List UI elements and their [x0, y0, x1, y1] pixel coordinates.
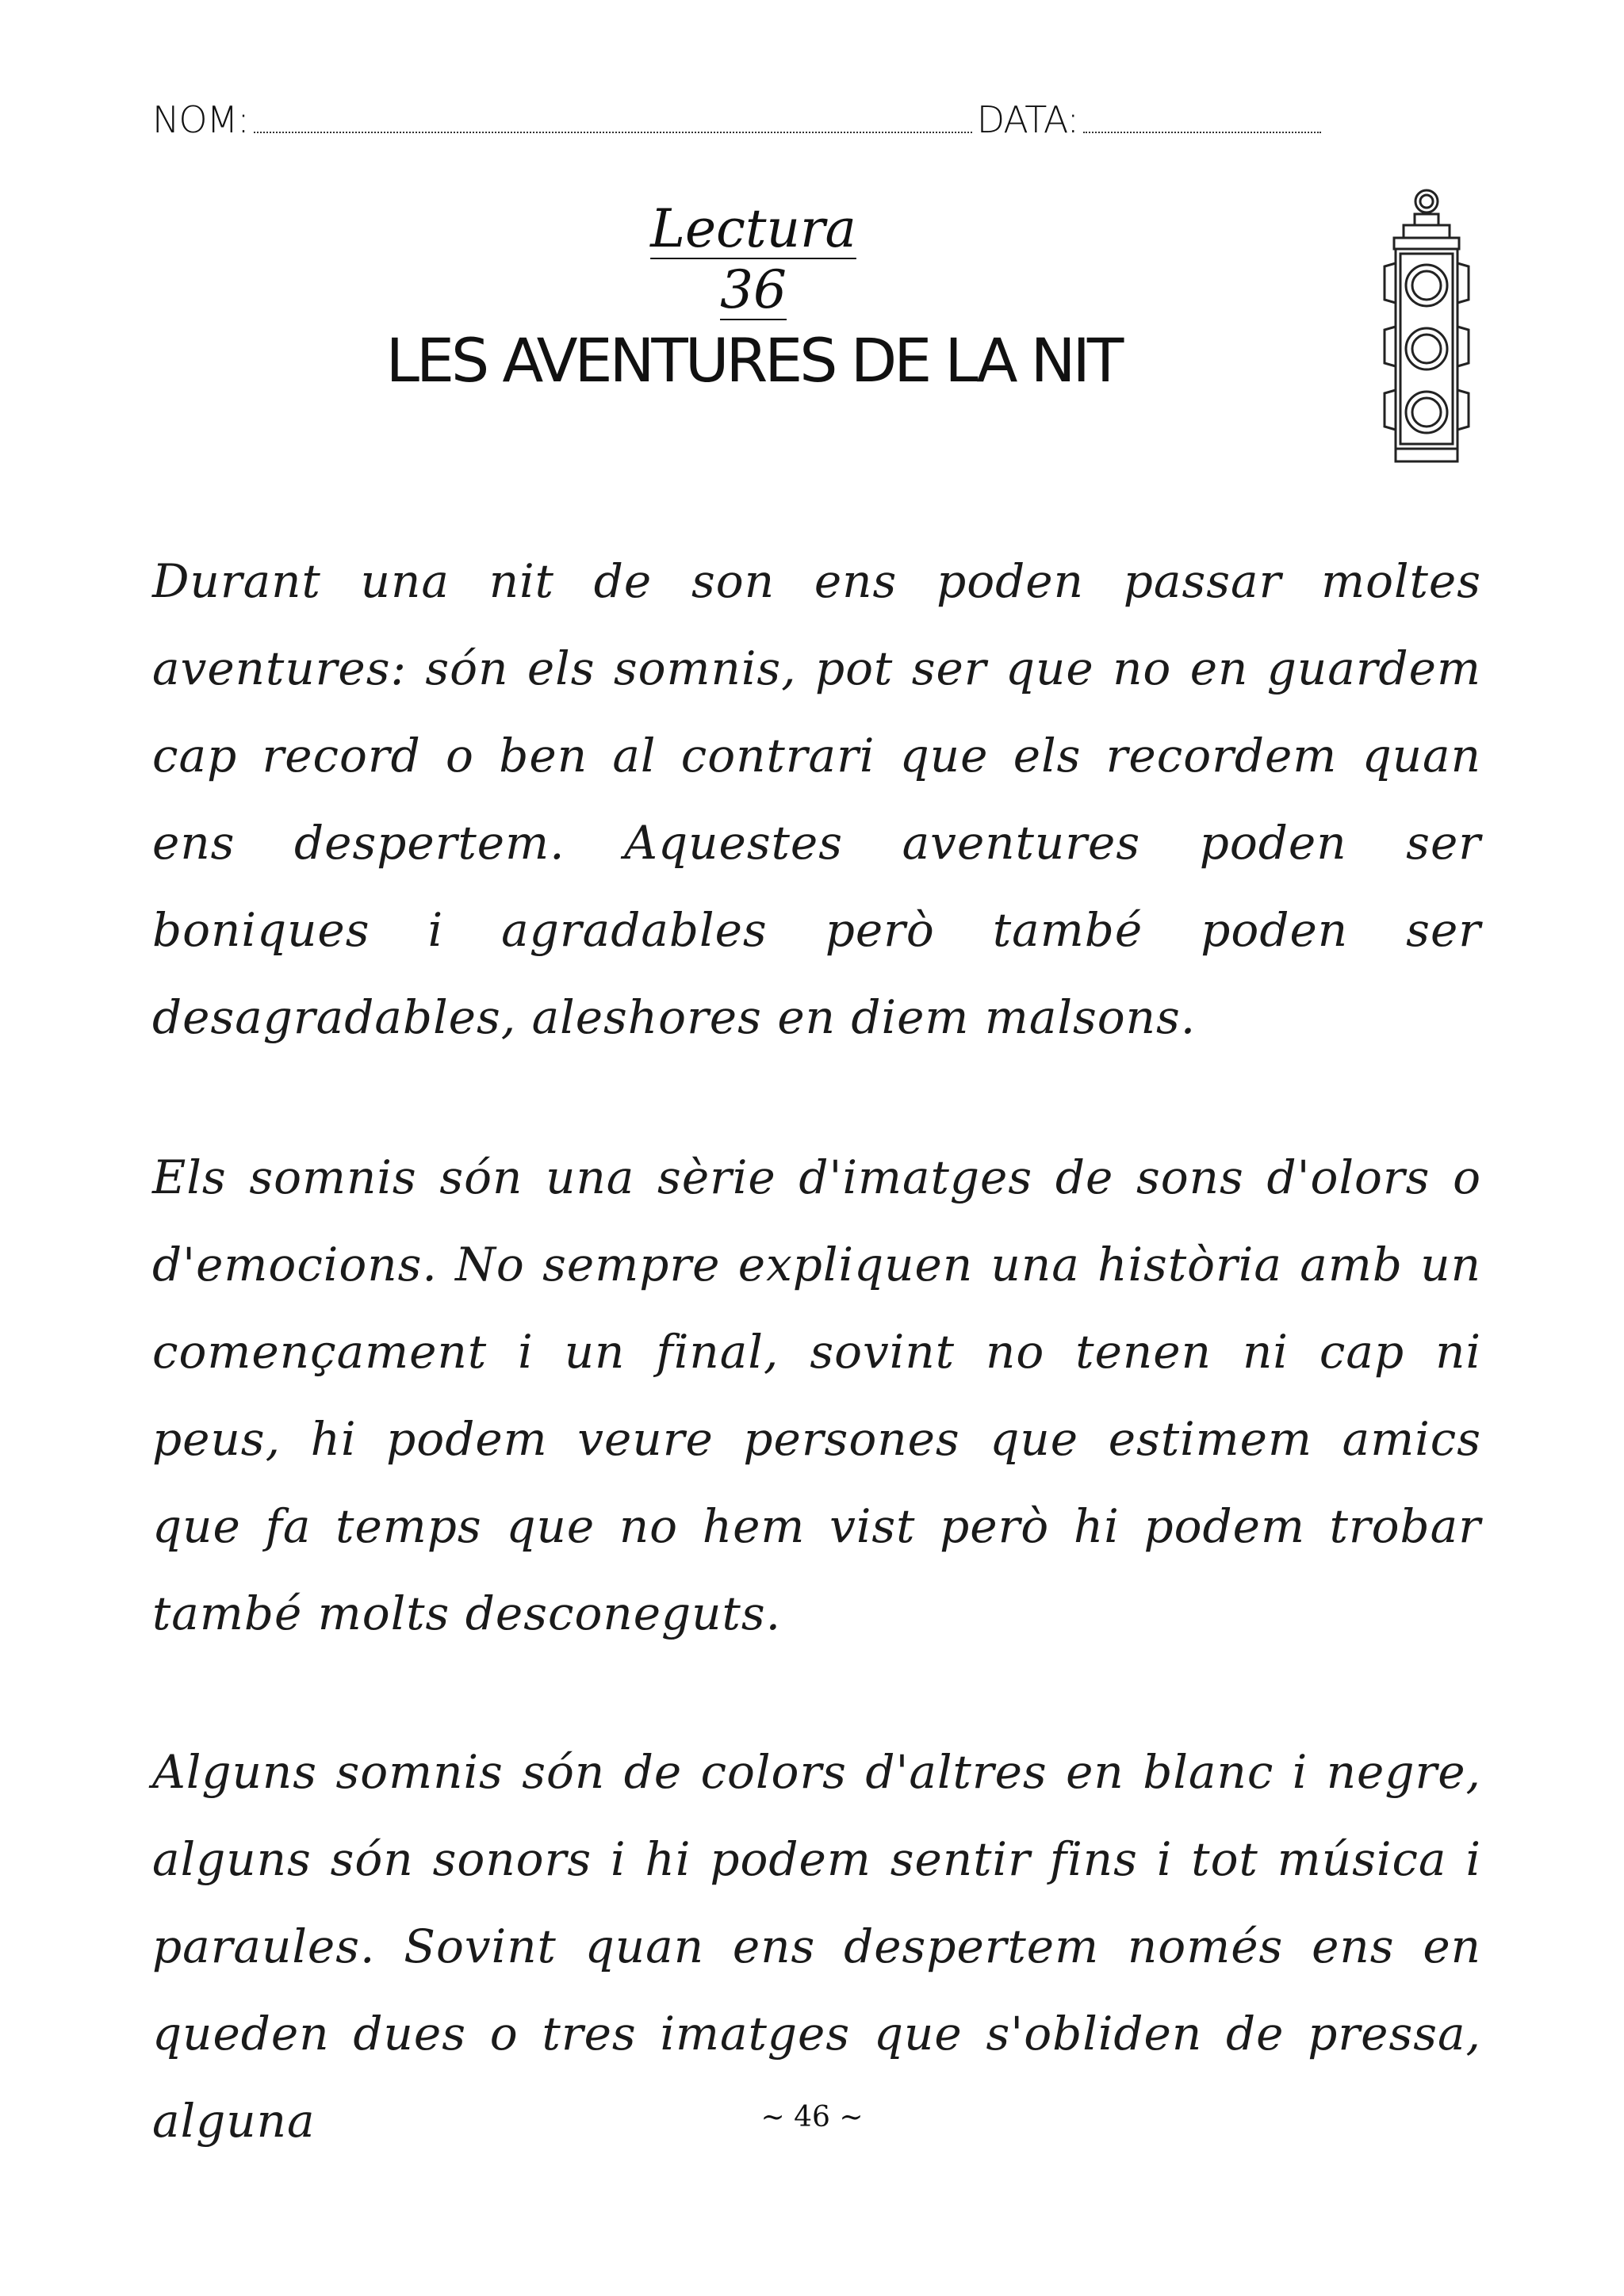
traffic-light-icon [1380, 184, 1473, 469]
paragraph-3: Alguns somnis són de colors d'altres en blanc i negre, alguns són sonors i hi podem sentir fins i tot música i paraules. Sovint quan ens despertem només ens en queden dues o tres imatges que s'obliden de pressa, alguna [152, 1745, 1481, 2148]
name-dotted-line[interactable] [254, 132, 972, 133]
reading-title: LES AVENTURES DE LA NIT [385, 325, 1121, 396]
date-dotted-line[interactable] [1083, 132, 1321, 133]
reading-number: Lectura 36 [650, 198, 856, 320]
date-label: DATA: [976, 98, 1078, 141]
page-number: ~ 46 ~ [760, 2101, 864, 2133]
name-label: NOM: [152, 98, 249, 141]
paragraph-1: Durant una nit de son ens poden passar moltes aventures: són els somnis, pot ser que no en guardem cap record o ben al contrari que els recordem quan ens despertem. Aquestes aventures poden ser boniques i agradables però també poden ser desagradables, aleshores en diem malsons. [152, 554, 1481, 1044]
paragraph-2: Els somnis són una sèrie d'imatges de sons d'olors o d'emocions. No sempre expliquen una història amb un començament i un final, sovint no tenen ni cap ni peus, hi podem veure persones que estimem amics que fa temps que no hem vist però hi podem trobar també molts desconeguts. [152, 1150, 1481, 1640]
student-header [152, 94, 1326, 141]
